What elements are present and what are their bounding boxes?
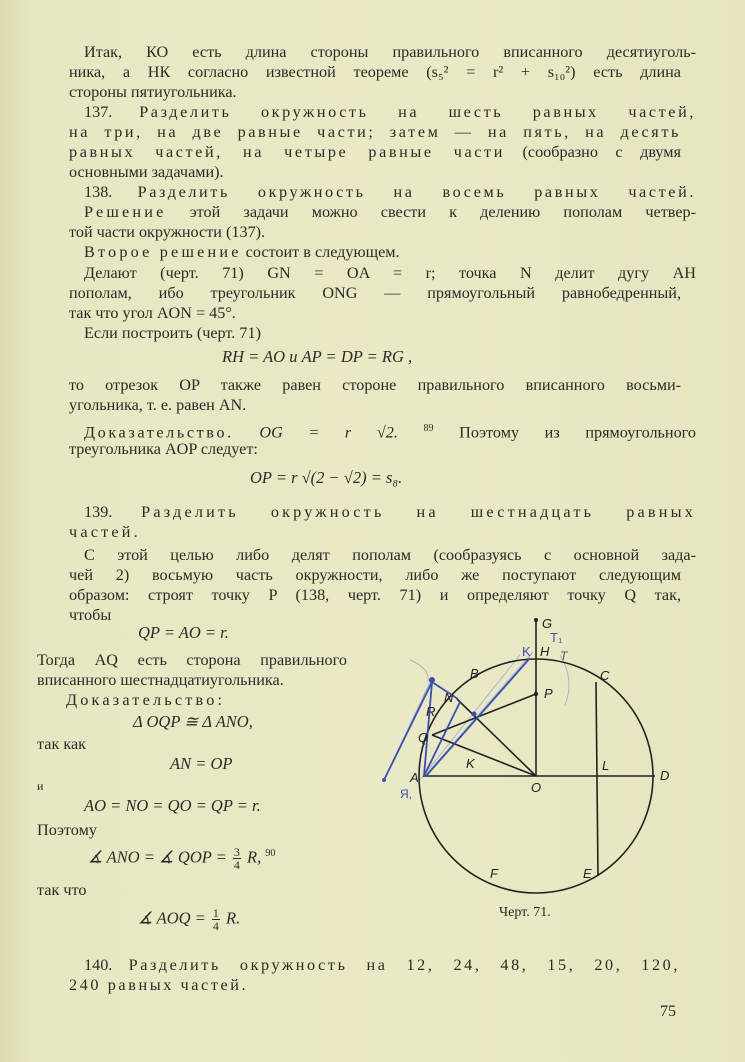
second-solution-text: состоит в следующем. bbox=[245, 243, 400, 261]
if-build-line: Если построить (черт. 71) bbox=[84, 324, 261, 342]
formula-left: ∡ AOQ = bbox=[138, 908, 206, 928]
formula-op-s8: OP = r √(2 − √2) = s₈. bbox=[250, 468, 403, 487]
problem-139-line-3: образом: строят точку P (138, черт. 71) и определяют точку Q так, bbox=[69, 586, 681, 604]
second-solution-line bbox=[84, 242, 696, 262]
numerator: 1 bbox=[212, 906, 219, 920]
problem-137-line-4: основными задачами). bbox=[69, 163, 224, 181]
problem-139-text: Разделить окружность на шестнадцать равных bbox=[141, 503, 696, 521]
problem-137-line-3 bbox=[69, 142, 681, 162]
formula-left: ∡ ANO = ∡ QOP = bbox=[88, 847, 227, 867]
problem-137-text: Разделить окружность на шесть равных частей, bbox=[139, 103, 697, 121]
problem-138-text: Разделить окружность на восемь равных частей. bbox=[137, 183, 696, 201]
label-k: K bbox=[466, 756, 475, 771]
proof-text: Поэтому из прямоугольного bbox=[459, 423, 697, 442]
intro-line-1: Итак, КО есть длина стороны правильного вписанного десятиуголь- bbox=[84, 43, 696, 61]
problem-number: 139. bbox=[84, 503, 113, 521]
construction-line-1: Делают (черт. 71) GN = OA = r; точка N делит дугу AH bbox=[84, 264, 696, 282]
fraction-three-quarters bbox=[233, 846, 241, 871]
second-solution-label: Второе решение bbox=[84, 243, 242, 261]
proof-label: Доказательство. bbox=[84, 423, 234, 442]
problem-number: 138. bbox=[84, 183, 113, 201]
construction-line-2: пополам, ибо треугольник ONG — прямоугольный равнобедренный, bbox=[69, 284, 681, 302]
problem-number: 140. bbox=[84, 956, 113, 974]
problem-number: 137. bbox=[84, 103, 113, 121]
page-number: 75 bbox=[660, 1003, 676, 1020]
proof-139-label: Доказательство: bbox=[66, 691, 226, 709]
label-p: P bbox=[544, 686, 553, 701]
formula-triangles: Δ OQP ≅ Δ ANO, bbox=[133, 712, 253, 731]
construction-line-3: так что угол AON = 45°. bbox=[69, 304, 236, 322]
problem-140-text: Разделить окружность на 12, 24, 48, 15, 20, 120, bbox=[128, 956, 680, 974]
intro-line-3: стороны пятиугольника. bbox=[69, 83, 237, 101]
proof-formula: OG = r √2. bbox=[259, 423, 398, 442]
solution-line-1 bbox=[84, 202, 696, 222]
figure-71-circle-diagram bbox=[370, 610, 720, 910]
solution-line-2: той части окружности (137). bbox=[69, 223, 266, 241]
label-o: O bbox=[531, 780, 542, 795]
figure-caption: Черт. 71. bbox=[499, 905, 551, 920]
proof-line-2: треугольника AOP следует: bbox=[69, 440, 258, 458]
reference-number: 90 bbox=[265, 847, 276, 859]
label-q: Q bbox=[418, 730, 429, 745]
therefore-line: Поэтому bbox=[37, 821, 97, 839]
solution-label: Решение bbox=[84, 203, 167, 221]
then-line-1: то отрезок OP также равен стороне правильного вписанного восьми- bbox=[69, 376, 681, 394]
so-that-line: так что bbox=[37, 881, 87, 899]
fraction-one-quarter bbox=[212, 907, 220, 932]
formula-angle-ano bbox=[88, 846, 275, 871]
intro-line-2: ника, а НК согласно известной теореме (s₅² = r² + s₁₀²) есть длина bbox=[69, 63, 681, 81]
label-d: D bbox=[660, 768, 670, 783]
problem-139-title bbox=[84, 502, 696, 522]
then-line-2: угольника, т. е. равен AN. bbox=[69, 396, 247, 414]
problem-140-line-2: 240 равных частей. bbox=[69, 976, 249, 994]
formula-rh-ao: RH = AO и AP = DP = RG , bbox=[222, 347, 413, 366]
pen-annotation: Я, bbox=[400, 787, 412, 801]
formula-an-op: AN = OP bbox=[170, 754, 233, 773]
label-l: L bbox=[602, 758, 610, 773]
problem-139-title-2: частей. bbox=[69, 523, 141, 541]
numerator: 3 bbox=[233, 845, 240, 859]
label-g: G bbox=[542, 616, 553, 631]
formula-equal-radii: AO = NO = QO = QP = r. bbox=[84, 796, 261, 815]
formula-qp-ao: QP = AO = r. bbox=[138, 623, 229, 642]
formula-right: R, bbox=[247, 847, 262, 867]
label-b: B bbox=[470, 666, 479, 681]
and-line: и bbox=[37, 779, 44, 793]
then-aq-line-2: вписанного шестнадцатиугольника. bbox=[37, 671, 284, 689]
label-c: C bbox=[600, 668, 610, 683]
formula-angle-aoq bbox=[138, 907, 240, 932]
problem-139-line-4: чтобы bbox=[69, 606, 112, 624]
label-k-pen: K bbox=[522, 644, 531, 659]
problem-137-title bbox=[84, 102, 696, 122]
label-a: A bbox=[410, 770, 419, 785]
denominator: 4 bbox=[212, 919, 219, 933]
denominator: 4 bbox=[233, 858, 240, 872]
then-aq-line-1: Тогда AQ есть сторона правильного bbox=[37, 651, 347, 669]
formula-right: R. bbox=[226, 908, 241, 928]
problem-137-line-2: на три, на две равные части; затем — на пять, на десять bbox=[69, 123, 681, 141]
problem-137-spaced-text: равных частей, на четыре равные части bbox=[69, 143, 505, 161]
problem-139-line-1: С этой целью либо делят пополам (сообразуясь с основной зада- bbox=[84, 546, 696, 564]
label-r: R bbox=[426, 704, 436, 719]
label-n: N bbox=[444, 690, 454, 705]
label-h: H bbox=[540, 644, 550, 659]
problem-137-note: (сообразно с двумя bbox=[522, 143, 681, 161]
problem-139-line-2: чей 2) восьмую часть окружности, либо же поступают следующим bbox=[69, 566, 681, 584]
reference-number: 89 bbox=[423, 423, 434, 434]
label-f: F bbox=[490, 866, 498, 881]
solution-text: этой задачи можно свести к делению пополам четвер- bbox=[189, 203, 696, 221]
problem-138-title bbox=[84, 182, 696, 202]
label-t: T bbox=[560, 649, 568, 663]
since-line: так как bbox=[37, 735, 87, 753]
label-e: E bbox=[583, 866, 592, 881]
label-t1: T₁ bbox=[550, 630, 563, 645]
problem-140-title bbox=[84, 955, 680, 975]
